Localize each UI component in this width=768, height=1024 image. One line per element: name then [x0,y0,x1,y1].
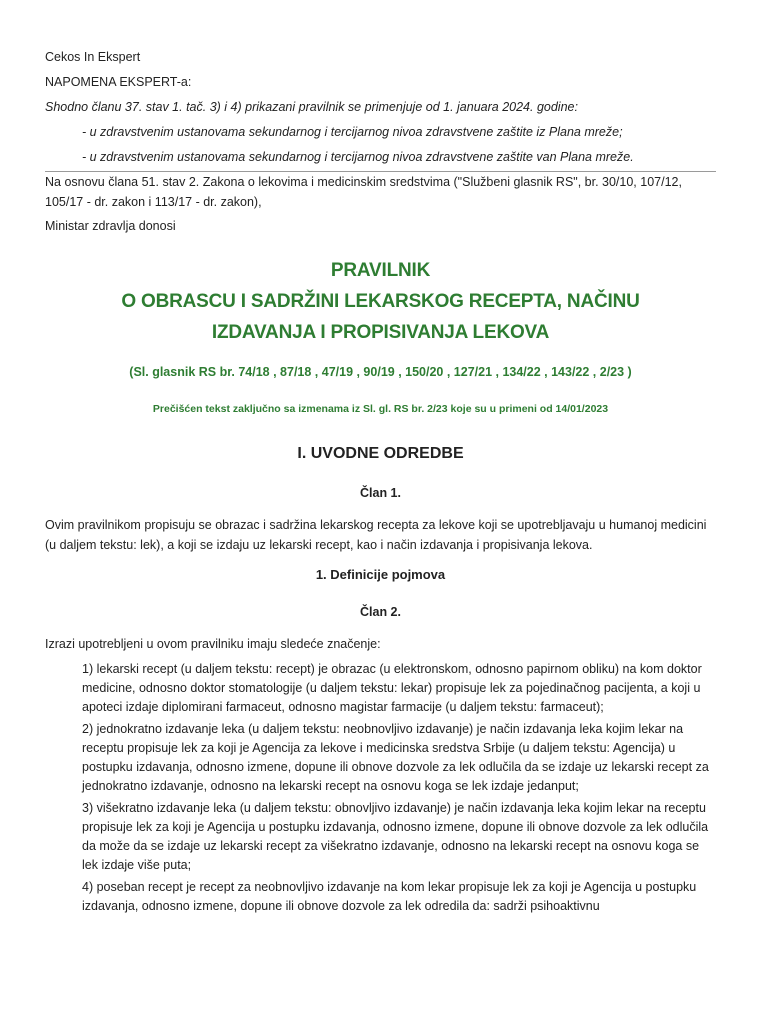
definition-item: 4) poseban recept je recept za neobnovljivo izdavanje na kom lekar propisuje lek za koji je Agencija u postupku izdavanja, odnosno izmene, dopune ili obnove dozvole za lek odredila da: sadrži psihoaktivnu [82,880,697,913]
title-line: IZDAVANJA I PROPISIVANJA LEKOVA [211,322,550,343]
issuer-statement: Ministar zdravlja donosi [45,219,176,233]
section-heading: I. UVODNE ODREDBE [297,445,464,462]
legal-basis: Na osnovu člana 51. stav 2. Zakona o lekovima i medicinskim sredstvima ("Službeni glasnik RS", br. 30/10, 107/12, 105/17 - dr. zakon i 113/17 - dr. zakon), [45,175,682,209]
expert-note-item: - u zdravstvenim ustanovama sekundarnog i tercijarnog nivoa zdravstvene zaštite iz Plana mreže; [82,125,623,139]
article-label: Član 2. [360,605,401,619]
expert-note-text: Shodno članu 37. stav 1. tač. 3) i 4) prikazani pravilnik se primenjuje od 1. januara 2024. godine: [45,100,578,114]
gazette-references: (Sl. glasnik RS br. 74/18 , 87/18 , 47/19 , 90/19 , 150/20 , 127/21 , 134/22 , 143/22 , 2/23 ) [129,365,632,379]
consolidated-text-note: Prečišćen tekst zaključno sa izmenama iz Sl. gl. RS br. 2/23 koje su u primeni od 14/01/2023 [152,403,609,415]
article-text: Ovim pravilnikom propisuju se obrazac i sadržina lekarskog recepta za lekove koji se upotrebljavaju u humanoj medicini (u daljem tekstu: lek), a koji se izdaju uz lekarski recept, kao i način izdavanja i propisivanja lekova. [45,518,707,552]
document-title [45,255,716,348]
definition-item: 1) lekarski recept (u daljem tekstu: recept) je obrazac (u elektronskom, odnosno papirnom obliku) na kom doktor medicine, odnosno doktor stomatologije (u daljem tekstu: lekar) propisuje lek za pojedinačnog pacijenta, a koji u apoteci izdaje diplomirani farmaceut, odnosno magistar farmacije (u daljem tekstu: farmaceut); [82,662,702,714]
article-label: Član 1. [360,486,401,500]
definition-item: 3) višekratno izdavanje leka (u daljem tekstu: obnovljivo izdavanje) je način izdavanja leka kojim lekar na receptu propisuje lek za koji je Agencija u postupku izdavanja, odnosno izmene, dopune ili obnove dozvole za lek odlučila da može da se izdaje uz lekarski recept za višekratno izdavanje, odnosno na lekarski recept na osnovu koga se lek izdaje više puta; [82,801,709,872]
source-label: Cekos In Ekspert [45,50,141,64]
expert-note-label: NAPOMENA EKSPERT-a: [45,75,192,89]
title-line: PRAVILNIK [330,260,431,281]
article-intro: Izrazi upotrebljeni u ovom pravilniku imaju sledeće značenje: [45,637,381,651]
expert-note-item: - u zdravstvenim ustanovama sekundarnog i tercijarnog nivoa zdravstvene zaštite van Plana mreže. [82,150,634,164]
subsection-heading: 1. Definicije pojmova [315,567,446,582]
title-line: O OBRASCU I SADRŽINI LEKARSKOG RECEPTA, NAČINU [121,291,640,312]
definition-item: 2) jednokratno izdavanje leka (u daljem tekstu: neobnovljivo izdavanje) je način izdavanja leka kojim lekar na receptu propisuje lek za koji je Agencija za lekove i medicinska sredstva Srbije (u daljem tekstu: Agencija) u postupku izdavanja, odnosno izmene, dopune ili obnove dozvole za lek odlučila da se izdaje uz lekarski recept za jednokratno izdavanje, odnosno na lekarski recept na osnovu koga se lek izdaje jedanput; [82,722,709,793]
